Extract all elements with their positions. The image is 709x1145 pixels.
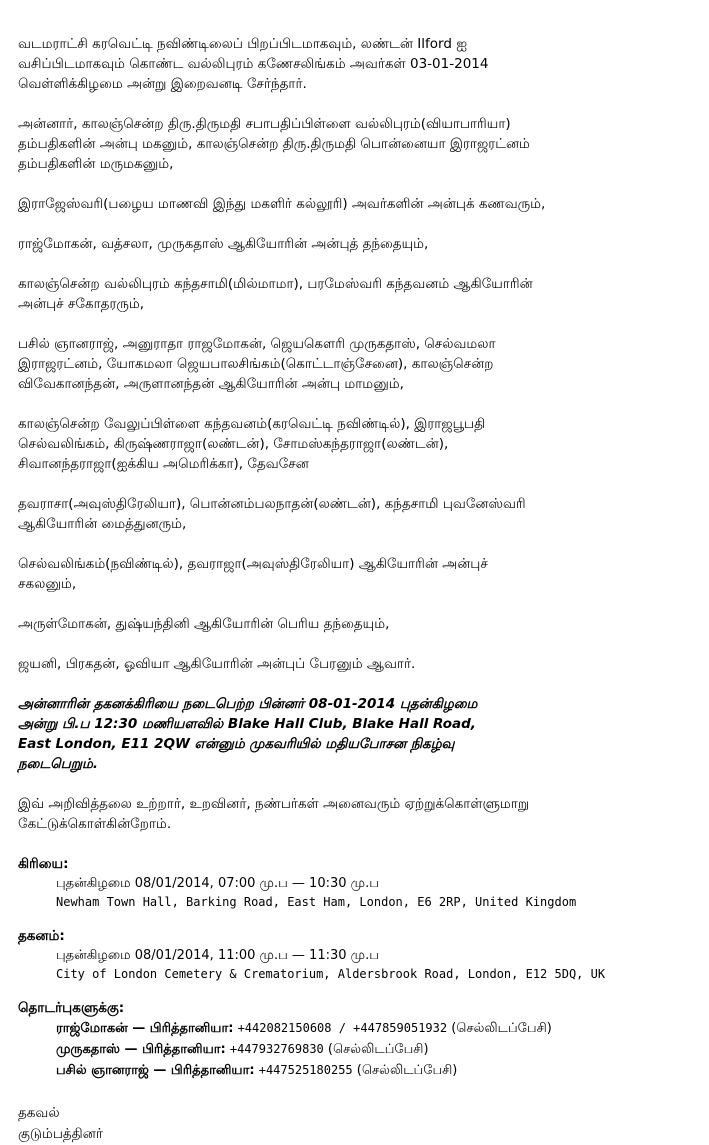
text-line: இவ் அறிவித்தலை உற்றார், உறவினர், நண்பர்கள் அனைவரும் ஏற்றுக்கொள்ளுமாறு bbox=[18, 796, 530, 812]
contact-phone[interactable]: +447525180255 bbox=[258, 1063, 353, 1077]
spacer bbox=[18, 674, 698, 694]
text-line: ராஜ்மோகன், வத்சலா, முருகதாஸ் ஆகியோரின் அன்புத் தந்தையும், bbox=[18, 236, 429, 252]
thaganam-address: City of London Cemetery & Crematorium, Aldersbrook Road, London, E12 5DQ, UK bbox=[56, 967, 606, 981]
contacts-heading: தொடர்புகளுக்கு: bbox=[18, 1000, 125, 1016]
signature-family: குடும்பத்தினர் bbox=[18, 1126, 103, 1142]
text-line: காலஞ்சென்ற வல்லிபுரம் கந்தசாமி(மில்மாமா), பரமேஸ்வரி கந்தவனம் ஆகியோரின் bbox=[18, 276, 533, 292]
spacer bbox=[18, 1081, 698, 1103]
spacer bbox=[18, 912, 698, 926]
text-line: விவேகானந்தன், அருளானந்தன் ஆகியோரின் அன்பு மாமனும், bbox=[18, 376, 404, 392]
text-line: அன்னார், காலஞ்சென்ற திரு.திருமதி சபாபதிப்பிள்ளை வல்லிபுரம்(வியாபாரியா) bbox=[18, 116, 511, 132]
request-paragraph bbox=[18, 794, 698, 834]
contacts-list bbox=[18, 1018, 698, 1081]
text-line: அன்று பி.ப 12:30 மணியளவில் Blake Hall Club, Blake Hall Road, bbox=[18, 716, 476, 732]
text-line: தம்பதிகளின் அன்பு மகனும், காலஞ்சென்ற திரு.திருமதி பொன்னையா இராஜரட்னம் bbox=[18, 136, 530, 152]
obituary-paragraph bbox=[18, 414, 698, 474]
thaganam-heading: தகனம்: bbox=[18, 928, 65, 944]
thaganam-datetime: புதன்கிழமை 08/01/2014, 11:00 மு.ப — 11:30 மு.ப bbox=[56, 948, 379, 963]
text-line: அன்புச் சகோதரரும், bbox=[18, 296, 145, 312]
contact-row bbox=[18, 1060, 698, 1081]
text-line: செல்வலிங்கம், கிருஷ்ணராஜா(லண்டன்), சோமஸ்கந்தராஜா(லண்டன்), bbox=[18, 436, 449, 452]
spacer bbox=[18, 474, 698, 494]
obituary-paragraph bbox=[18, 274, 698, 314]
kiriyai-heading: கிரியை: bbox=[18, 856, 69, 872]
text-line: கேட்டுக்கொள்கின்றோம். bbox=[18, 816, 172, 832]
contact-note: (செல்லிடப்பேசி) bbox=[356, 1063, 458, 1078]
obituary-paragraph bbox=[18, 554, 698, 594]
spacer bbox=[18, 834, 698, 854]
obituary-paragraph bbox=[18, 614, 698, 634]
spacer bbox=[18, 634, 698, 654]
contact-note: (செல்லிடப்பேசி) bbox=[451, 1021, 552, 1036]
obituary-paragraph bbox=[18, 234, 698, 254]
obituary-body bbox=[18, 34, 698, 694]
spacer bbox=[18, 534, 698, 554]
text-line: ஜயனி, பிரகதன், ஓவியா ஆகியோரின் அன்புப் பேரனும் ஆவார். bbox=[18, 656, 416, 672]
spacer bbox=[18, 984, 698, 998]
obituary-paragraph bbox=[18, 494, 698, 534]
contact-name: முருகதாஸ் — பிரித்தானியா: bbox=[56, 1042, 226, 1057]
contact-phone[interactable]: +442082150608 / +447859051932 bbox=[237, 1021, 448, 1035]
obituary-paragraph bbox=[18, 334, 698, 394]
obituary-document bbox=[18, 34, 698, 1145]
kiriyai-datetime: புதன்கிழமை 08/01/2014, 07:00 மு.ப — 10:30 மு.ப bbox=[56, 876, 379, 891]
contact-name: பசில் ஞானராஜ் — பிரித்தானியா: bbox=[56, 1063, 255, 1078]
text-line: தவராசா(அவுஸ்திரேலியா), பொன்னம்பலநாதன்(லண்டன்), கந்தசாமி புவனேஸ்வரி bbox=[18, 496, 526, 512]
text-line: செல்வலிங்கம்(நவிண்டில்), தவராஜா(அவுஸ்திரேலியா) ஆகியோரின் அன்புச் bbox=[18, 556, 488, 572]
obituary-paragraph bbox=[18, 194, 698, 214]
spacer bbox=[18, 774, 698, 794]
text-line: East London, E11 2QW என்னும் முகவரியில் மதியபோசன நிகழ்வு bbox=[18, 736, 455, 752]
obituary-paragraph bbox=[18, 654, 698, 674]
obituary-paragraph bbox=[18, 114, 698, 174]
contact-row bbox=[18, 1039, 698, 1060]
text-line: வெள்ளிக்கிழமை அன்று இறைவனடி சேர்ந்தார். bbox=[18, 76, 307, 92]
contact-note: (செல்லிடப்பேசி) bbox=[327, 1042, 429, 1057]
text-line: வசிப்பிடமாகவும் கொண்ட வல்லிபுரம் கணேசலிங்கம் அவர்கள் 03-01-2014 bbox=[18, 56, 489, 72]
text-line: அருள்மோகன், துஷ்யந்தினி ஆகியோரின் பெரிய தந்தையும், bbox=[18, 616, 390, 632]
text-line: இராஜரட்னம், யோகமலா ஜெயபாலசிங்கம்(கொட்டாஞ்சேனை), காலஞ்சென்ற bbox=[18, 356, 494, 372]
spacer bbox=[18, 214, 698, 234]
text-line: இராஜேஸ்வரி(பழைய மாணவி இந்து மகளிர் கல்லூரி) அவர்களின் அன்புக் கணவரும், bbox=[18, 196, 546, 212]
spacer bbox=[18, 94, 698, 114]
text-line: பசில் ஞானராஜ், அனுராதா ராஜமோகன், ஜெயகௌரி முருகதாஸ், செல்வமலா bbox=[18, 336, 496, 352]
spacer bbox=[18, 254, 698, 274]
text-line: நடைபெறும். bbox=[18, 756, 99, 772]
text-line: வடமராட்சி கரவெட்டி நவிண்டிலைப் பிறப்பிடமாகவும், லண்டன் Ilford ஐ bbox=[18, 36, 468, 52]
spacer bbox=[18, 314, 698, 334]
lunch-notice bbox=[18, 694, 698, 774]
contact-row bbox=[18, 1018, 698, 1039]
spacer bbox=[18, 594, 698, 614]
contact-phone[interactable]: +447932769830 bbox=[229, 1042, 324, 1056]
contact-name: ராஜ்மோகன் — பிரித்தானியா: bbox=[56, 1021, 234, 1036]
kiriyai-address: Newham Town Hall, Barking Road, East Ham, London, E6 2RP, United Kingdom bbox=[56, 895, 577, 909]
signature-info: தகவல் bbox=[18, 1105, 60, 1121]
text-line: அன்னாரின் தகனக்கிரியை நடைபெற்ற பின்னர் 08-01-2014 புதன்கிழமை bbox=[18, 696, 478, 712]
text-line: ஆகியோரின் மைத்துனரும், bbox=[18, 516, 187, 532]
text-line: சகலனும், bbox=[18, 576, 77, 592]
obituary-paragraph bbox=[18, 34, 698, 94]
text-line: சிவானந்தராஜா(ஐக்கிய அமெரிக்கா), தேவசேன bbox=[18, 456, 309, 472]
spacer bbox=[18, 174, 698, 194]
text-line: தம்பதிகளின் மருமகனும், bbox=[18, 156, 174, 172]
text-line: காலஞ்சென்ற வேலுப்பிள்ளை கந்தவனம்(கரவெட்டி நவிண்டில்), இராஜபூபதி bbox=[18, 416, 486, 432]
spacer bbox=[18, 394, 698, 414]
